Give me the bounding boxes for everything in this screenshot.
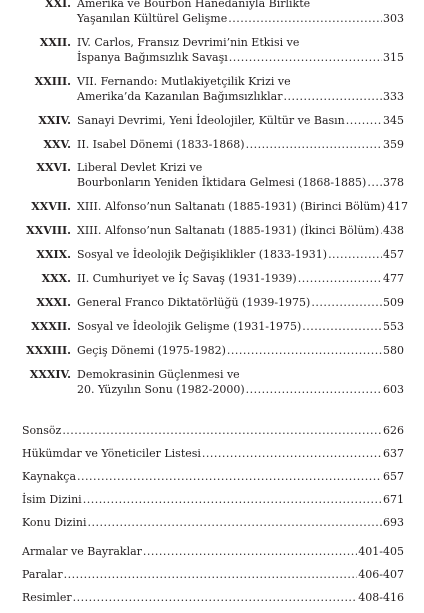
chapter-title-text: General Franco Diktatörlüğü (1939-1975) xyxy=(77,295,311,309)
chapter-title xyxy=(77,343,404,358)
page-number: 401-405 xyxy=(358,545,404,558)
chapter-title xyxy=(77,223,404,238)
dot-leader xyxy=(228,11,382,26)
chapter-title-text: II. Isabel Dönemi (1833-1868) xyxy=(77,137,245,151)
dot-leader xyxy=(367,175,382,190)
chapter-title-text: XIII. Alfonso’nun Saltanatı (1885-1931) (Birinci Bölüm) xyxy=(77,200,386,214)
chapter-title-line xyxy=(77,35,404,50)
back-matter-entry[interactable] xyxy=(22,446,404,461)
chapter-title-text: IV. Carlos, Fransız Devrimi’nin Etkisi ve xyxy=(77,35,300,49)
back-matter-entry[interactable] xyxy=(22,423,404,438)
chapter-title xyxy=(77,247,404,262)
dot-leader xyxy=(311,295,382,310)
chapter-title-line xyxy=(77,89,404,104)
chapter-title-line xyxy=(77,319,404,334)
dot-leader xyxy=(284,89,383,104)
chapter-number: XXXIII. xyxy=(26,343,71,357)
dot-leader xyxy=(62,423,382,438)
toc-entry[interactable] xyxy=(22,343,404,358)
dot-leader xyxy=(298,271,382,286)
dot-leader xyxy=(380,223,382,238)
toc-entry[interactable] xyxy=(22,319,404,334)
back-matter-entry-title: Sonsöz xyxy=(22,424,62,437)
toc-entry[interactable] xyxy=(22,0,404,26)
chapter-title-line xyxy=(77,175,404,190)
dot-leader xyxy=(328,247,382,262)
page-number: 637 xyxy=(383,447,404,460)
chapter-title-text: VII. Fernando: Mutlakiyetçilik Krizi ve xyxy=(77,74,291,88)
chapter-title-line xyxy=(77,0,404,11)
chapter-number: XXI. xyxy=(44,0,71,10)
back-matter-list xyxy=(22,423,404,538)
chapter-title-line xyxy=(77,50,404,65)
dot-leader xyxy=(227,343,382,358)
page-number: 359 xyxy=(383,137,404,151)
toc-entry[interactable] xyxy=(22,223,404,238)
chapter-number: XXXII. xyxy=(31,319,71,333)
page-number: 657 xyxy=(383,470,404,483)
chapter-title xyxy=(77,113,404,128)
plates-entry[interactable] xyxy=(22,590,404,605)
chapter-number: XXXI. xyxy=(36,295,71,309)
chapter-title-text: II. Cumhuriyet ve İç Savaş (1931-1939) xyxy=(77,272,297,286)
chapter-number: XXIII. xyxy=(34,74,71,88)
dot-leader xyxy=(143,544,357,559)
chapter-title xyxy=(77,160,404,190)
chapter-title xyxy=(77,271,404,286)
chapter-title-line xyxy=(77,295,404,310)
toc-entry[interactable] xyxy=(22,271,404,286)
page-number: 626 xyxy=(383,424,404,437)
chapter-number: XXV. xyxy=(43,137,71,151)
plates-entry-title: Armalar ve Bayraklar xyxy=(22,545,142,558)
toc-entry[interactable] xyxy=(22,74,404,104)
chapter-title-line xyxy=(77,11,404,26)
chapter-title-line xyxy=(77,113,404,128)
page-number: 333 xyxy=(383,89,404,103)
page-number: 438 xyxy=(383,224,404,238)
chapter-title-text: XIII. Alfonso’nun Saltanatı (1885-1931) (İkinci Bölüm) xyxy=(77,224,380,238)
page-number: 477 xyxy=(383,272,404,286)
chapter-title xyxy=(77,137,404,152)
chapter-number: XXIX. xyxy=(36,248,71,262)
toc-entry[interactable] xyxy=(22,247,404,262)
chapter-title-text: Sosyal ve İdeolojik Değişiklikler (1833-1931) xyxy=(77,248,328,262)
dot-leader xyxy=(77,469,382,484)
toc-entry[interactable] xyxy=(22,160,404,190)
page-number: 580 xyxy=(383,343,404,357)
back-matter-entry-title: Hükümdar ve Yöneticiler Listesi xyxy=(22,447,201,460)
plates-entry[interactable] xyxy=(22,567,404,582)
chapter-number: XXVI. xyxy=(36,161,71,175)
chapter-title-line xyxy=(77,223,404,238)
dot-leader xyxy=(73,590,358,605)
page-number: 408-416 xyxy=(358,591,404,604)
page-number: 457 xyxy=(383,248,404,262)
chapter-title-text: Liberal Devlet Krizi ve xyxy=(77,161,203,175)
page-number: 693 xyxy=(383,516,404,529)
chapter-title-line xyxy=(77,160,404,175)
page-number: 603 xyxy=(383,382,404,396)
back-matter-entry[interactable] xyxy=(22,515,404,530)
chapter-title xyxy=(77,0,404,26)
page-number: 345 xyxy=(383,113,404,127)
chapter-title-text: Amerika’da Kazanılan Bağımsızlıklar xyxy=(77,89,283,103)
chapter-title xyxy=(77,35,404,65)
page-number: 406-407 xyxy=(358,568,404,581)
chapter-title-text: Sosyal ve İdeolojik Gelişme (1931-1975) xyxy=(77,319,302,333)
dot-leader xyxy=(87,515,382,530)
chapter-title xyxy=(77,367,404,397)
chapter-title-text: Amerika ve Bourbon Hanedanıyla Birlikte xyxy=(77,0,311,10)
chapter-number: XXXIV. xyxy=(29,367,71,381)
chapter-title-line xyxy=(77,271,404,286)
chapter-title xyxy=(77,295,404,310)
chapter-title-line xyxy=(77,247,404,262)
chapter-title-text: 20. Yüzyılın Sonu (1982-2000) xyxy=(77,382,245,396)
toc-entry[interactable] xyxy=(22,137,404,152)
chapter-title-line xyxy=(77,137,404,152)
page-number: 553 xyxy=(383,319,404,333)
chapter-title-text: Demokrasinin Güçlenmesi ve xyxy=(77,367,240,381)
chapter-number: XXVII. xyxy=(31,200,71,214)
page-number: 378 xyxy=(383,176,404,190)
chapter-title xyxy=(77,74,404,104)
page-number: 671 xyxy=(383,493,404,506)
dot-leader xyxy=(229,50,382,65)
chapter-list xyxy=(22,0,409,405)
dot-leader xyxy=(346,113,382,128)
chapter-title-line xyxy=(77,382,404,397)
toc-entry[interactable] xyxy=(22,35,404,65)
page-number: 315 xyxy=(383,50,404,64)
toc-entry[interactable] xyxy=(22,113,404,128)
chapter-title-text: Geçiş Dönemi (1975-1982) xyxy=(77,343,226,357)
chapter-title-line xyxy=(77,74,404,89)
plates-entry[interactable] xyxy=(22,544,404,559)
chapter-number: XXII. xyxy=(39,35,71,49)
plates-entry-title: Paralar xyxy=(22,568,63,581)
back-matter-entry-title: Konu Dizini xyxy=(22,516,87,529)
toc-entry[interactable] xyxy=(22,199,409,214)
plates-entry-title: Resimler xyxy=(22,591,72,604)
chapter-title-text: Sanayi Devrimi, Yeni İdeolojiler, Kültür ve Basın xyxy=(77,113,345,127)
back-matter-entry[interactable] xyxy=(22,492,404,507)
chapter-number: XXX. xyxy=(41,272,71,286)
chapter-title-line xyxy=(77,199,409,214)
chapter-title-line xyxy=(77,367,404,382)
toc-entry[interactable] xyxy=(22,295,404,310)
toc-entry[interactable] xyxy=(22,367,404,397)
dot-leader xyxy=(302,319,382,334)
chapter-title-text: Yaşanılan Kültürel Gelişme xyxy=(77,12,228,25)
chapter-number: XXVIII. xyxy=(26,224,71,238)
page-number: 509 xyxy=(383,295,404,309)
chapter-title-line xyxy=(77,343,404,358)
dot-leader xyxy=(83,492,382,507)
dot-leader xyxy=(64,567,358,582)
dot-leader xyxy=(202,446,382,461)
chapter-number: XXIV. xyxy=(38,113,71,127)
chapter-title-text: Bourbonların Yeniden İktidara Gelmesi (1868-1885) xyxy=(77,176,367,190)
page-number: 303 xyxy=(383,12,404,25)
chapter-title xyxy=(77,199,409,214)
chapter-title-text: İspanya Bağımsızlık Savaşı xyxy=(77,50,228,64)
back-matter-entry-title: İsim Dizini xyxy=(22,493,82,506)
back-matter-entry-title: Kaynakça xyxy=(22,470,77,483)
page-number: 417 xyxy=(387,200,409,214)
back-matter-entry[interactable] xyxy=(22,469,404,484)
plates-list xyxy=(22,544,404,613)
dot-leader xyxy=(246,137,382,152)
chapter-title xyxy=(77,319,404,334)
dot-leader xyxy=(246,382,382,397)
